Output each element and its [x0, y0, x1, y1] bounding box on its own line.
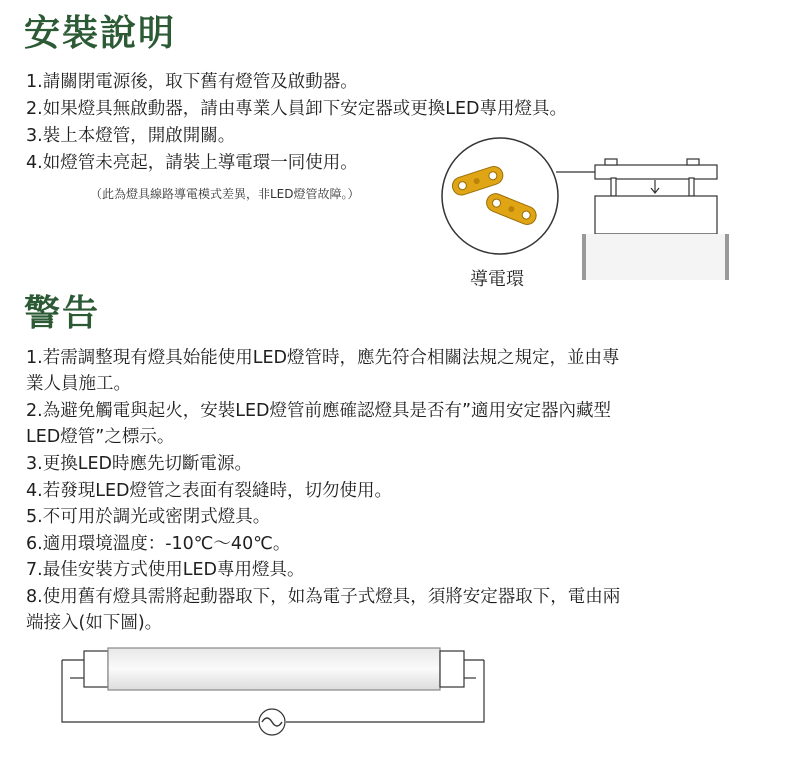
- warning-line-7: 5.不可用於調光或密閉式燈具。: [26, 507, 271, 527]
- warning-line-10: 8.使用舊有燈具需將起動器取下，如為電子式燈具，須將安定器取下，電由兩: [26, 587, 621, 607]
- warning-line-4: LED燈管”之標示。: [26, 427, 175, 447]
- installation-title: 安裝說明: [24, 13, 177, 54]
- figure-label: 導電環: [470, 269, 524, 290]
- led-tube: [108, 648, 440, 690]
- warning-line-5: 3.更換LED時應先切斷電源。: [26, 454, 252, 474]
- warning-line-1: 1.若需調整現有燈具始能使用LED燈管時，應先符合相關法規之規定，並由專: [26, 348, 620, 368]
- install-step-2: 2.如果燈具無啟動器，請由專業人員卸下安定器或更換LED專用燈具。: [26, 99, 567, 119]
- right-end-cap: [440, 651, 464, 687]
- warning-line-3: 2.為避免觸電與起火，安裝LED燈管前應確認燈具是否有”適用安定器內藏型: [26, 401, 612, 421]
- warning-line-8: 6.適用環境溫度：-10℃～40℃。: [26, 534, 291, 554]
- install-step-3: 3.裝上本燈管，開啟開關。: [26, 126, 236, 146]
- warning-line-9: 7.最佳安裝方式使用LED專用燈具。: [26, 560, 305, 580]
- warning-line-2: 業人員施工。: [26, 374, 131, 394]
- warning-line-6: 4.若發現LED燈管之表面有裂縫時，切勿使用。: [26, 481, 392, 501]
- warning-title: 警告: [24, 293, 101, 334]
- install-note: （此為燈具線路導電模式差異，非LED燈管故障。）: [90, 187, 360, 201]
- left-end-cap: [84, 651, 108, 687]
- install-step-1: 1.請關閉電源後，取下舊有燈管及啟動器。: [26, 72, 358, 92]
- install-step-4: 4.如燈管未亮起，請裝上導電環一同使用。: [26, 153, 358, 173]
- warning-line-11: 端接入(如下圖)。: [26, 613, 163, 633]
